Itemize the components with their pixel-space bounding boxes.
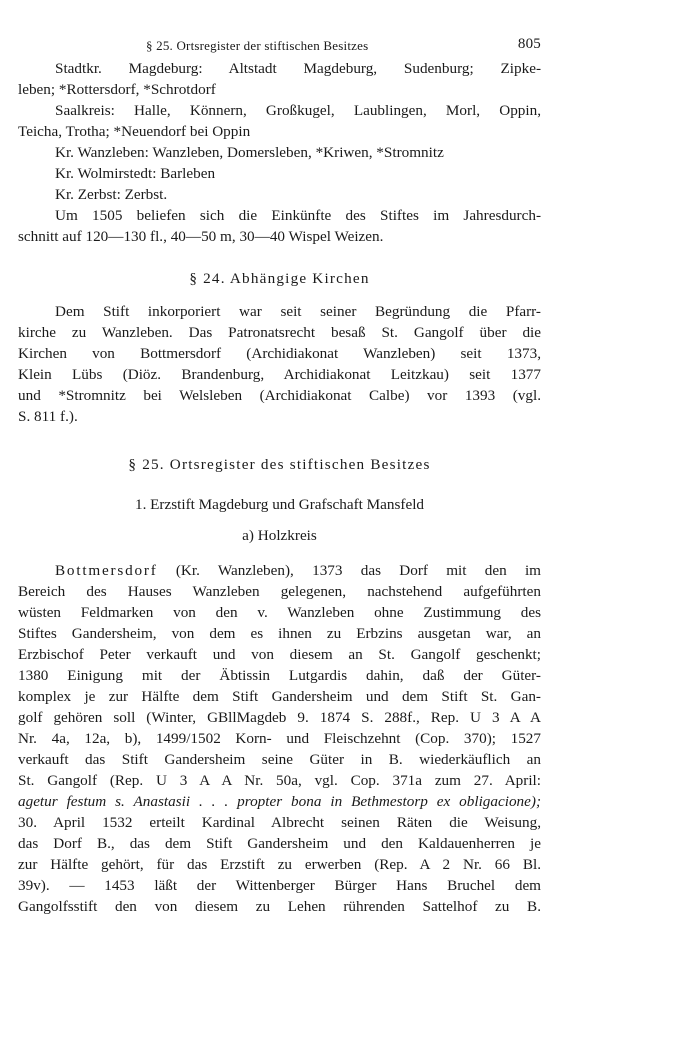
text-line: Bereich des Hauses Wanzleben gelegenen, nachstehend aufgeführten [18,583,541,600]
text-line: Teicha, Trotha; *Neuendorf bei Oppin [18,123,251,140]
text-line: kirche zu Wanzleben. Das Patronatsrecht besaß St. Gangolf über die [18,324,541,341]
text-line: 30. April 1532 erteilt Kardinal Albrecht seinen Räten die Weisung, [18,814,541,831]
text-line: Stiftes Gandersheim, von dem es ihnen zu Erbzins ausgetan war, an [18,625,541,642]
text-line: 1380 Einigung mit der Äbtissin Lutgardis dahin, daß der Güter- [18,667,541,684]
text-line: verkauft das Stift Gandersheim seine Güter in B. wiederkäuflich an [18,751,541,768]
section-heading-25: § 25. Ortsregister des stiftischen Besitzes [128,456,431,473]
text-line: leben; *Rottersdorf, *Schrotdorf [18,81,216,98]
entry-first-line [18,560,541,581]
text-line: komplex je zur Hälfte dem Stift Gandersheim und dem Stift St. Gan- [18,688,541,705]
text-line: 39v). — 1453 läßt der Wittenberger Bürger Hans Bruchel dem [18,877,541,894]
text-line: Stadtkr. Magdeburg: Altstadt Magdeburg, Sudenburg; Zipke- [55,60,541,77]
section-heading-24: § 24. Abhängige Kirchen [189,270,370,287]
text-line: das Dorf B., das dem Stift Gandersheim und den Kaldauenherren je [18,835,541,852]
entry-first-line-text: (Kr. Wanzleben), 1373 das Dorf mit den im [157,562,541,579]
running-header [18,34,541,58]
text-line: Erzbischof Peter verkauft und von diesem an St. Gangolf geschenkt; [18,646,541,663]
text-line: Nr. 4a, 12a, b), 1499/1502 Korn- und Fleischzehnt (Cop. 370); 1527 [18,730,541,747]
text-line: Kr. Wolmirstedt: Barleben [55,165,216,182]
text-line-latin-quote: agetur festum s. Anastasii . . . propter bona in Bethmestorp ex obligacione); [18,793,541,810]
text-line: S. 811 f.). [18,408,78,425]
text-line: Kirchen von Bottmersdorf (Archidiakonat Wanzleben) seit 1373, [18,345,541,362]
section-25-body [18,560,541,917]
text-line: Dem Stift inkorporiert war seit seiner Begründung die Pfarr- [55,303,541,320]
text-line: Saalkreis: Halle, Könnern, Großkugel, Laublingen, Morl, Oppin, [55,102,541,119]
text-line: golf gehören soll (Winter, GBllMagdeb 9. 1874 S. 288f., Rep. U 3 A A [18,709,541,726]
section-24-body [18,301,541,427]
text-line: Klein Lübs (Diöz. Brandenburg, Archidiakonat Leitzkau) seit 1377 [18,366,541,383]
text-line: St. Gangolf (Rep. U 3 A A Nr. 50a, vgl. Cop. 371a zum 27. April: [18,772,541,789]
text-line: Gangolfsstift den von diesem zu Lehen rührenden Sattelhof zu B. [18,898,541,915]
text-line: Um 1505 beliefen sich die Einkünfte des Stiftes im Jahresdurch- [55,207,541,224]
text-line: schnitt auf 120—130 fl., 40—50 m, 30—40 Wispel Weizen. [18,228,384,245]
intro-block [18,58,541,247]
entry-term: Bottmersdorf [55,562,158,579]
text-line: Kr. Zerbst: Zerbst. [55,186,168,203]
document-page [18,34,541,917]
text-line: Kr. Wanzleben: Wanzleben, Domersleben, *Kriwen, *Stromnitz [55,144,444,161]
running-header-title: § 25. Ortsregister der stiftischen Besitzes [146,38,369,53]
text-line: wüsten Feldmarken von den v. Wanzleben ohne Zustimmung des [18,604,541,621]
subsubsection-heading: a) Holzkreis [242,527,317,544]
text-line: zur Hälfte gehört, für das Erzstift zu erwerben (Rep. A 2 Nr. 66 Bl. [18,856,541,873]
page-number: 805 [517,36,541,52]
text-line: und *Stromnitz bei Welsleben (Archidiakonat Calbe) vor 1393 (vgl. [18,387,541,404]
subsection-heading: 1. Erzstift Magdeburg und Grafschaft Mansfeld [134,496,425,513]
